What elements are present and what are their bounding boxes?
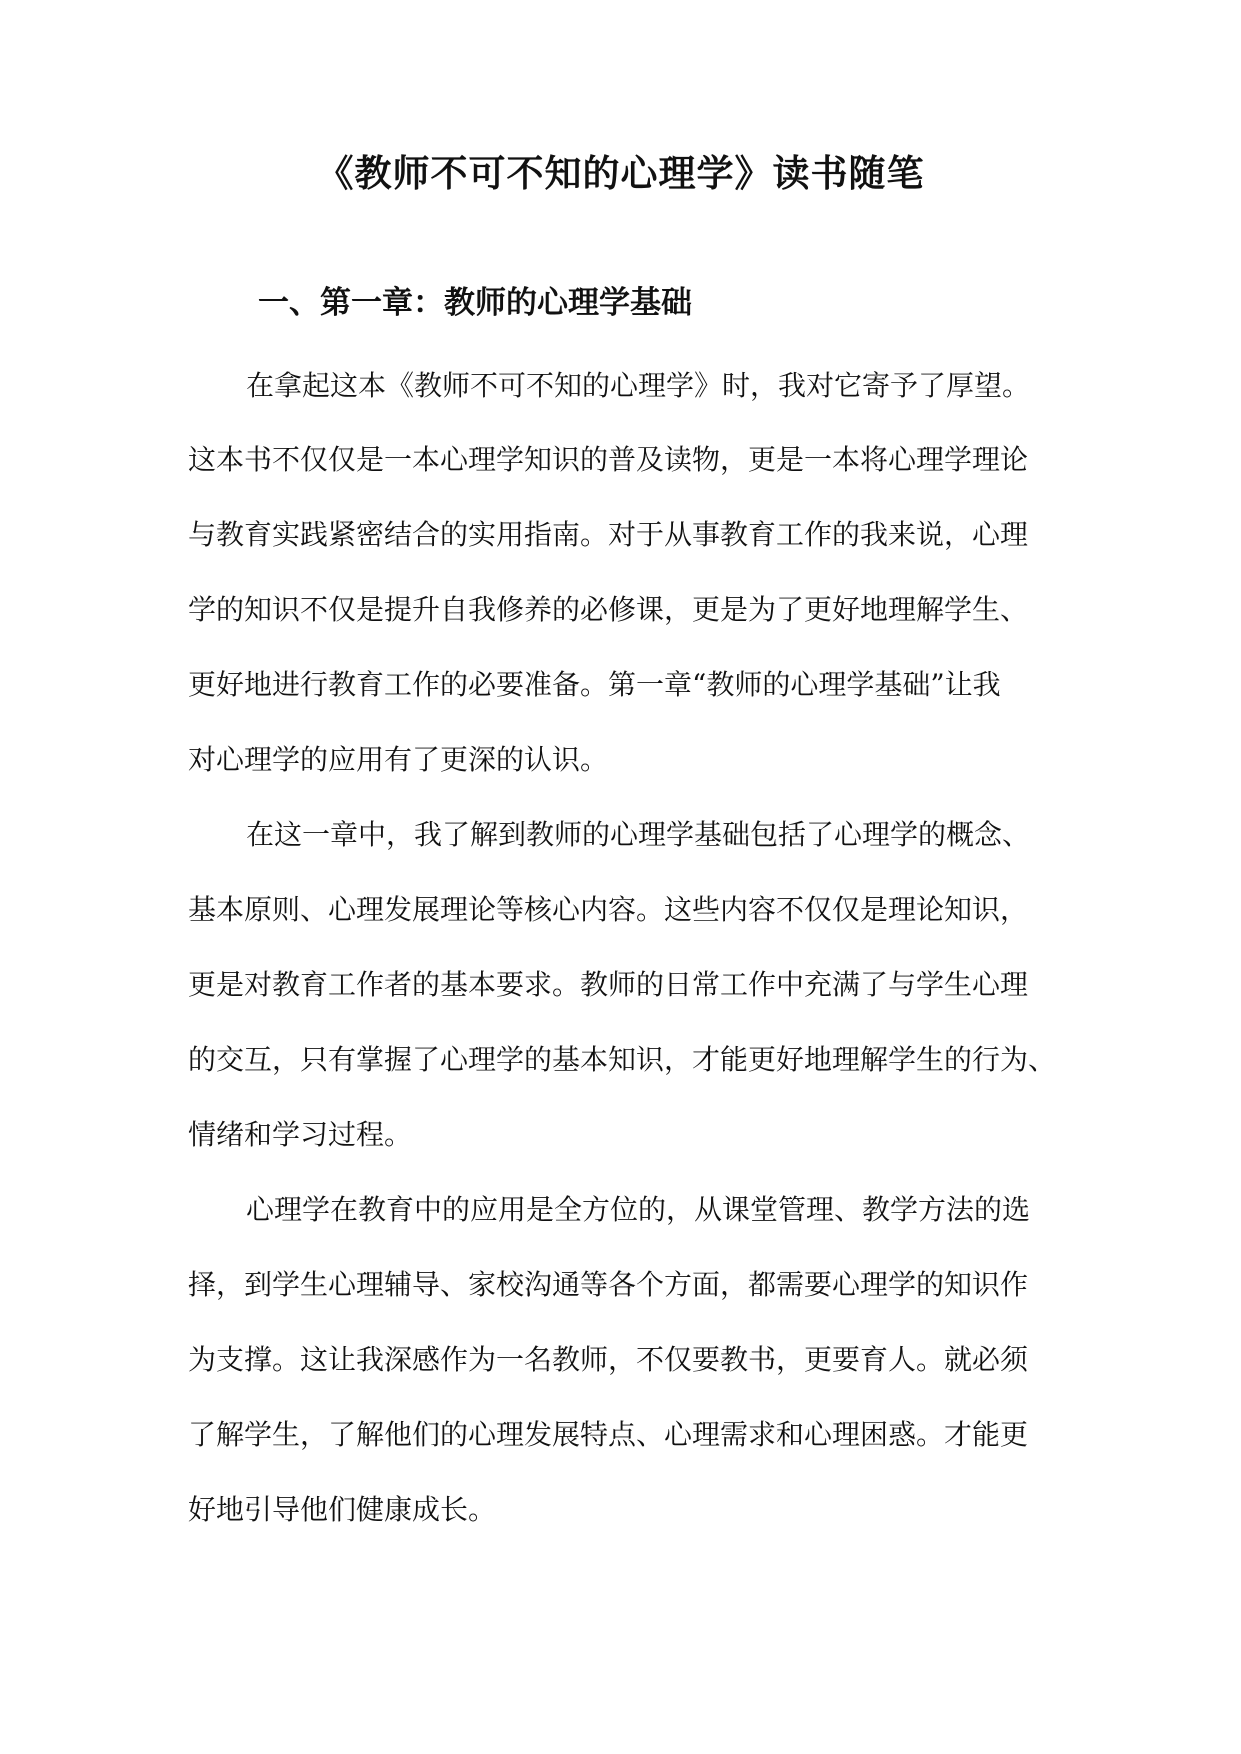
paragraph-1-line-1: 在拿起这本《教师不可不知的心理学》时，我对它寄予了厚望。 [246, 369, 1031, 402]
paragraph-3-line-3: 为支撑。这让我深感作为一名教师，不仅要教书，更要育人。就必须 [188, 1343, 1029, 1376]
paragraph-2-line-3: 更是对教育工作者的基本要求。教师的日常工作中充满了与学生心理 [188, 968, 1029, 1001]
paragraph-2-line-2: 基本原则、心理发展理论等核心内容。这些内容不仅仅是理论知识， [188, 893, 1029, 926]
document-title: 《教师不可不知的心理学》读书随笔 [316, 152, 925, 195]
paragraph-3-line-2: 择，到学生心理辅导、家校沟通等各个方面，都需要心理学的知识作 [188, 1268, 1029, 1301]
paragraph-2-line-1: 在这一章中，我了解到教师的心理学基础包括了心理学的概念、 [246, 818, 1031, 851]
paragraph-2-line-5: 情绪和学习过程。 [188, 1118, 413, 1151]
paragraph-3-line-5: 好地引导他们健康成长。 [188, 1493, 497, 1526]
paragraph-1-line-2: 这本书不仅仅是一本心理学知识的普及读物，更是一本将心理学理论 [188, 443, 1029, 476]
paragraph-3-line-1: 心理学在教育中的应用是全方位的，从课堂管理、教学方法的选 [246, 1193, 1031, 1226]
paragraph-1-line-3: 与教育实践紧密结合的实用指南。对于从事教育工作的我来说，心理 [188, 518, 1029, 551]
paragraph-1-line-4: 学的知识不仅是提升自我修养的必修课，更是为了更好地理解学生、 [188, 593, 1029, 626]
paragraph-3-line-4: 了解学生，了解他们的心理发展特点、心理需求和心理困惑。才能更 [188, 1418, 1029, 1451]
paragraph-1-line-6: 对心理学的应用有了更深的认识。 [188, 743, 609, 776]
paragraph-2-line-4: 的交互，只有掌握了心理学的基本知识，才能更好地理解学生的行为、 [188, 1043, 1057, 1076]
section-heading: 一、第一章：教师的心理学基础 [258, 285, 692, 321]
paragraph-1-line-5: 更好地进行教育工作的必要准备。第一章“教师的心理学基础”让我 [188, 668, 1001, 701]
